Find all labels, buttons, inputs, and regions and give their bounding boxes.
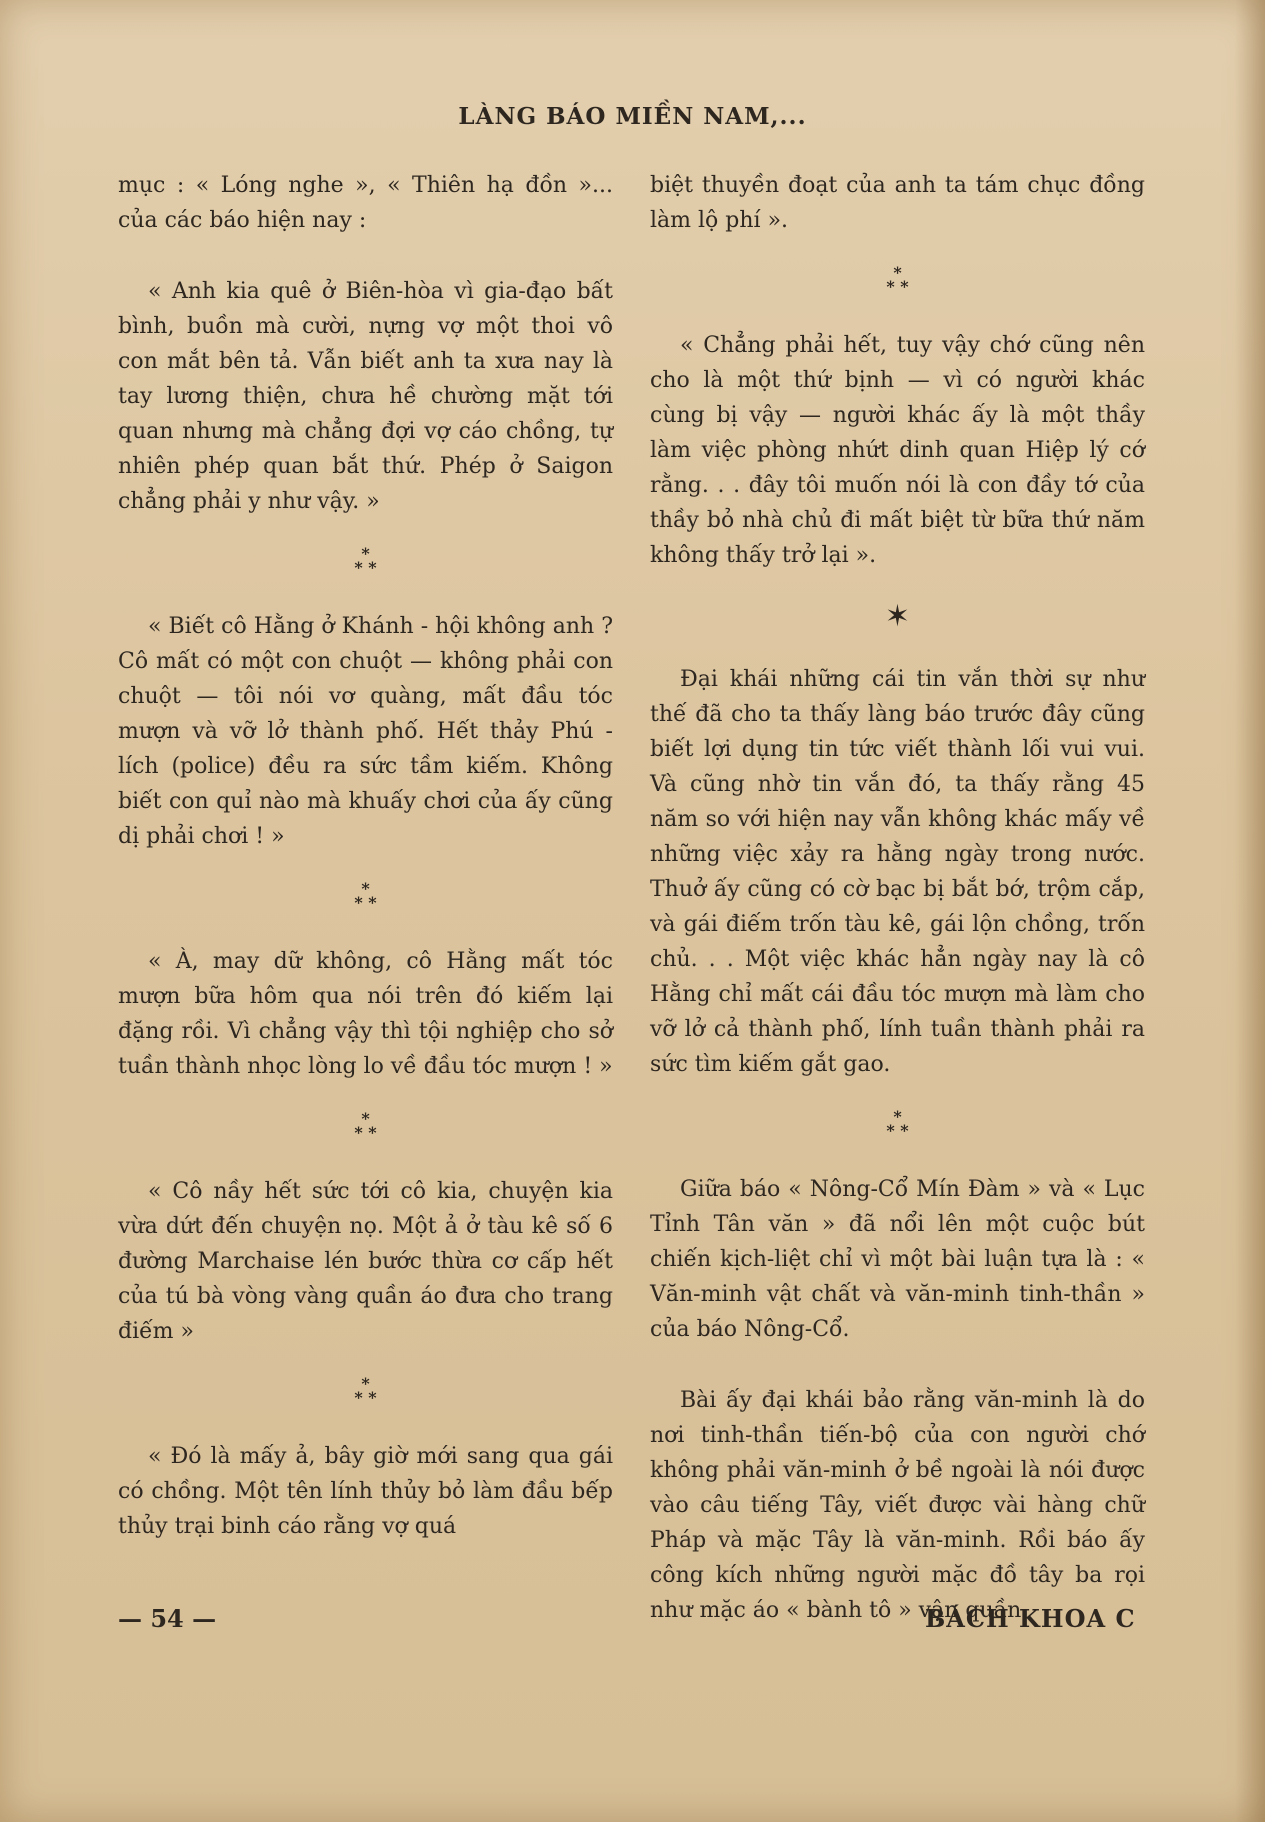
section-separator: * * * bbox=[354, 1374, 377, 1407]
page-edge-shadow bbox=[1235, 0, 1265, 1822]
page-number: — 54 — bbox=[118, 1604, 217, 1633]
paragraph: « Chẳng phải hết, tuy vậy chớ cũng nên cho là một thứ bịnh — vì có người khác cùng bị vậy — người khác ấy là một thầy làm việc phòng nhứt dinh quan Hiệp lý cớ rằng. . . đây tôi muốn nói là con đầy tớ của thầy bỏ nhà chủ đi mất biệt từ bữa thứ năm không thấy trở lại ». bbox=[650, 333, 1145, 568]
paragraph: « Cô nầy hết sức tới cô kia, chuyện kia vừa dứt đến chuyện nọ. Một ả ở tàu kê số 6 đường Marchaise lén bước thừa cơ cấp hết của tú bà vòng vàng quần áo đưa cho trang điếm » bbox=[118, 1179, 613, 1344]
paragraph: « Biết cô Hằng ở Khánh - hội không anh ? Cô mất có một con chuột — không phải con chuột — tôi nói vơ quàng, mất đầu tóc mượn và vỡ lở thành phố. Hết thảy Phú - lích (police) đều ra sức tầm kiếm. Không biết con quỉ nào mà khuấy chơi của ấy cũng dị phải chơi ! » bbox=[118, 614, 613, 849]
right-column bbox=[650, 168, 1145, 1664]
paragraph: « À, may dữ không, cô Hằng mất tóc mượn bữa hôm qua nói trên đó kiếm lại đặng rồi. Vì chẳng vậy thì tội nghiệp cho sở tuần thành nhọc lòng lo về đầu tóc mượn ! » bbox=[118, 949, 613, 1079]
paragraph: Đại khái những cái tin vắn thời sự như thế đã cho ta thấy làng báo trước đây cũng biết lợi dụng tin tức viết thành lối vui vui. Và cũng nhờ tin vắn đó, ta thấy rằng 45 năm so với hiện nay vẫn không khác mấy về những việc xảy ra hằng ngày trong nước. Thuở ấy cũng có cờ bạc bị bắt bớ, trộm cắp, và gái điếm trốn tàu kê, gái lộn chồng, trốn chủ. . . Một việc khác hẳn ngày nay là cô Hằng chỉ mất cái đầu tóc mượn mà làm cho vỡ lở cả thành phố, lính tuần thành phải ra sức tìm kiếm gắt gao. bbox=[650, 667, 1145, 1077]
paragraph: mục : « Lóng nghe », « Thiên hạ đồn »... của các báo hiện nay : bbox=[118, 173, 613, 233]
left-column bbox=[118, 168, 613, 1580]
magazine-name: BÁCH KHOA C bbox=[925, 1604, 1136, 1633]
section-separator: * * * bbox=[354, 1109, 377, 1142]
paragraph: Bài ấy đại khái bảo rằng văn-minh là do nơi tinh-thần tiến-bộ của con người chớ không phải văn-minh ở bề ngoài là nói được vào câu tiếng Tây, viết được vài hàng chữ Pháp và mặc Tây là văn-minh. Rồi báo ấy công kích những người mặc đồ tây ba rọi như mặc áo « bành tô » vận quần bbox=[650, 1388, 1145, 1623]
section-separator: * * * bbox=[354, 879, 377, 912]
section-separator: * * * bbox=[354, 544, 377, 577]
section-separator: * * * bbox=[886, 263, 909, 296]
paragraph: « Đó là mấy ả, bây giờ mới sang qua gái có chồng. Một tên lính thủy bỏ làm đầu bếp thủy trại binh cáo rằng vợ quá bbox=[118, 1444, 613, 1539]
paragraph: biệt thuyền đoạt của anh ta tám chục đồng làm lộ phí ». bbox=[650, 173, 1145, 233]
paragraph: Giữa báo « Nông-Cổ Mín Đàm » và « Lục Tỉnh Tân văn » đã nổi lên một cuộc bút chiến kịch-liệt chỉ vì một bài luận tựa là : « Văn-minh vật chất và văn-minh tinh-thần » của báo Nông-Cổ. bbox=[650, 1177, 1145, 1342]
running-head: LÀNG BÁO MIỀN NAM,... bbox=[458, 103, 807, 130]
paragraph: « Anh kia quê ở Biên-hòa vì gia-đạo bất bình, buồn mà cười, nựng vợ một thoi vô con mắt bên tả. Vẫn biết anh ta xưa nay là tay lương thiện, chưa hề chường mặt tới quan nhưng mà chẳng đợi vợ cáo chồng, tự nhiên phép quan bắt thứ. Phép ở Saigon chẳng phải y như vậy. » bbox=[118, 279, 613, 514]
star-separator-icon: ✶ bbox=[884, 599, 911, 634]
section-separator: * * * bbox=[886, 1107, 909, 1140]
